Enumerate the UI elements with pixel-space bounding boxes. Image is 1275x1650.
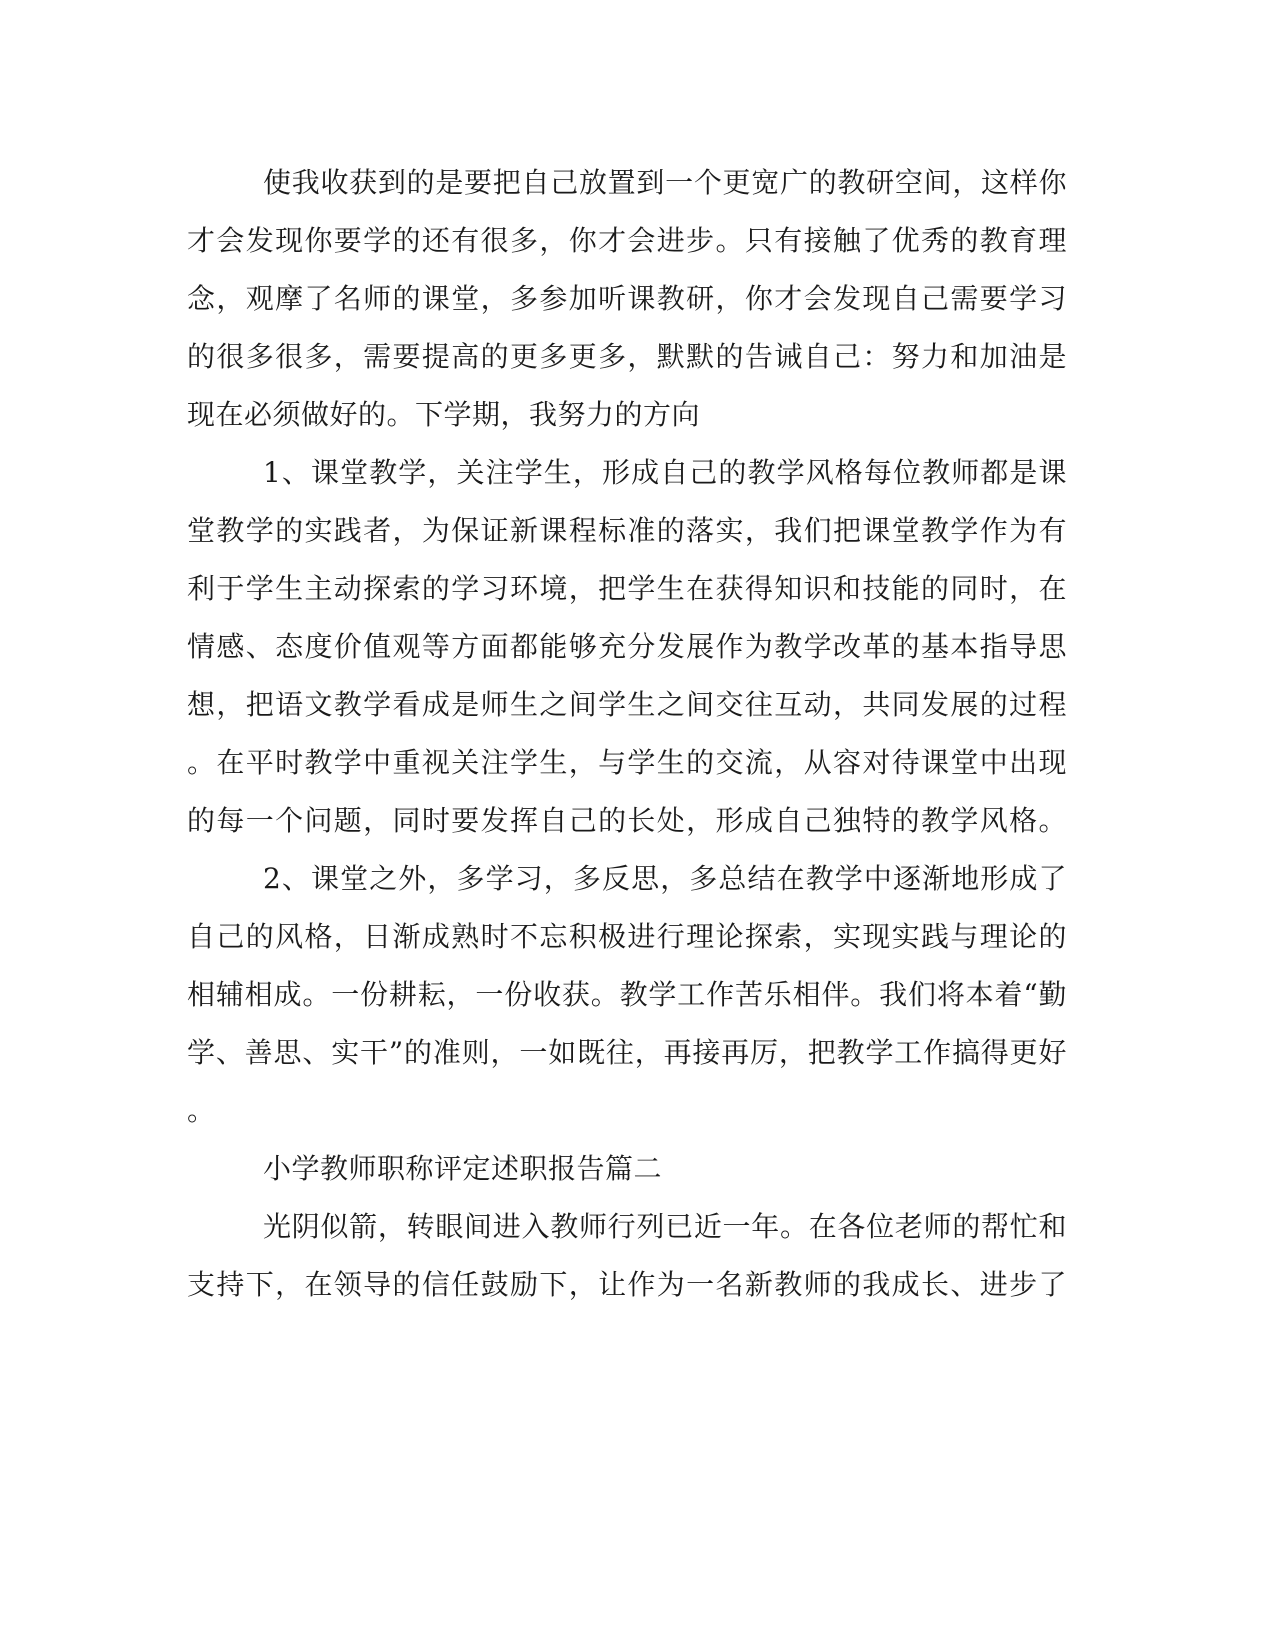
paragraph-line: 现在必须做好的。下学期，我努力的方向	[187, 398, 701, 431]
paragraph-line: 光阴似箭，转眼间进入教师行列已近一年。在各位老师的帮忙和	[263, 1210, 1067, 1243]
paragraph-line: 自己的风格，日渐成熟时不忘积极进行理论探索，实现实践与理论的	[187, 920, 1067, 953]
paragraph-line: 利于学生主动探索的学习环境，把学生在获得知识和技能的同时，在	[187, 572, 1067, 605]
paragraph-line: 2、课堂之外，多学习，多反思，多总结在教学中逐渐地形成了	[263, 862, 1067, 895]
paragraph-line: 支持下，在领导的信任鼓励下，让作为一名新教师的我成长、进步了	[187, 1268, 1067, 1301]
paragraph-line: 才会发现你要学的还有很多，你才会进步。只有接触了优秀的教育理	[187, 224, 1067, 257]
paragraph-line: 。在平时教学中重视关注学生，与学生的交流，从容对待课堂中出现	[187, 746, 1067, 779]
paragraph-line: 念，观摩了名师的课堂，多参加听课教研，你才会发现自己需要学习	[187, 282, 1067, 315]
paragraph-line: 的很多很多，需要提高的更多更多，默默的告诫自己：努力和加油是	[187, 340, 1067, 373]
paragraph-line: 堂教学的实践者，为保证新课程标准的落实，我们把课堂教学作为有	[187, 514, 1067, 547]
paragraph-line: 使我收获到的是要把自己放置到一个更宽广的教研空间，这样你	[263, 166, 1067, 199]
section-heading: 小学教师职称评定述职报告篇二	[263, 1152, 663, 1185]
paragraph-line: 的每一个问题，同时要发挥自己的长处，形成自己独特的教学风格。	[187, 804, 1067, 837]
paragraph-line: 学、善思、实干”的准则，一如既往，再接再厉，把教学工作搞得更好	[187, 1036, 1067, 1069]
paragraph-line: 相辅相成。一份耕耘，一份收获。教学工作苦乐相伴。我们将本着“勤	[187, 978, 1067, 1011]
paragraph-line: 。	[187, 1094, 216, 1127]
paragraph-line: 1、课堂教学，关注学生，形成自己的教学风格每位教师都是课	[263, 456, 1067, 489]
paragraph-line: 情感、态度价值观等方面都能够充分发展作为教学改革的基本指导思	[187, 630, 1067, 663]
paragraph-line: 想，把语文教学看成是师生之间学生之间交往互动，共同发展的过程	[187, 688, 1067, 721]
